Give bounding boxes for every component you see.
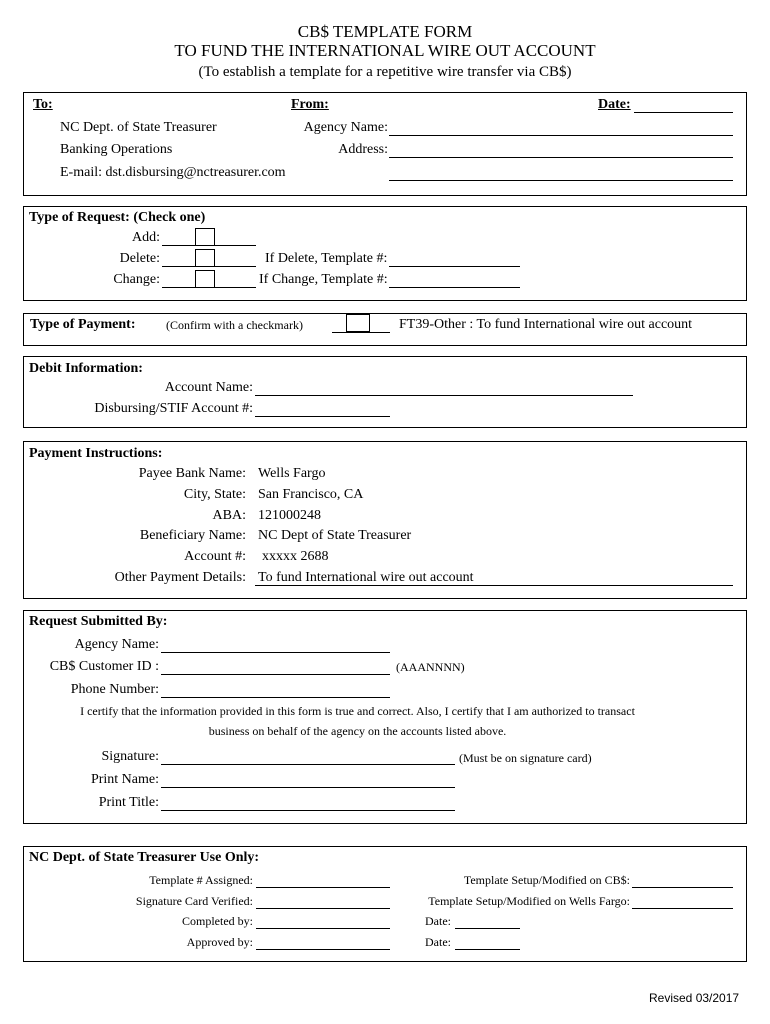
from-agency-name-label: Agency Name: — [303, 120, 388, 135]
payment-type-note: (Confirm with a checkmark) — [166, 318, 303, 332]
print-title-label: Print Title: — [98, 795, 159, 810]
stif-account-field[interactable] — [255, 416, 390, 417]
date-label: Date: — [598, 97, 631, 112]
city-state-value: San Francisco, CA — [258, 487, 364, 502]
from-address-label: Address: — [338, 142, 388, 157]
aba-label: ABA: — [212, 508, 246, 523]
from-address-field-1[interactable] — [389, 157, 733, 158]
revised-date: Revised 03/2017 — [649, 991, 740, 1005]
signature-card-label: Signature Card Verified: — [135, 894, 253, 908]
aba-value: 121000248 — [258, 508, 321, 523]
if-delete-label: If Delete, Template #: — [265, 251, 388, 266]
setup-wf-label: Template Setup/Modified on Wells Fargo: — [428, 894, 630, 908]
setup-cbs-label: Template Setup/Modified on CB$: — [463, 873, 630, 887]
account-name-label: Account Name: — [164, 380, 253, 395]
signature-note: (Must be on signature card) — [459, 751, 592, 765]
request-type-heading: Type of Request: (Check one) — [29, 210, 206, 225]
customer-id-hint: (AAANNNN) — [396, 660, 465, 674]
other-details-label: Other Payment Details: — [114, 570, 246, 585]
add-label: Add: — [132, 230, 160, 245]
to-label: To: — [33, 97, 53, 112]
approved-by-field[interactable] — [256, 949, 390, 950]
from-label: From: — [291, 97, 329, 112]
certify-line-1: I certify that the information provided in this form is true and correct. Also, I certify that I am authorized to transact — [80, 704, 635, 718]
signature-card-field[interactable] — [256, 908, 390, 909]
form-title-2: TO FUND THE INTERNATIONAL WIRE OUT ACCOUNT — [174, 41, 596, 60]
account-name-field[interactable] — [255, 395, 633, 396]
certify-line-2: business on behalf of the agency on the accounts listed above. — [208, 724, 507, 738]
other-details-line — [255, 585, 733, 586]
other-details-value: To fund International wire out account — [258, 570, 474, 585]
customer-id-label: CB$ Customer ID : — [49, 659, 159, 674]
change-checkbox[interactable] — [195, 270, 215, 288]
from-address-field-2[interactable] — [389, 180, 733, 181]
to-line-1: NC Dept. of State Treasurer — [60, 120, 217, 135]
signature-label: Signature: — [101, 749, 159, 764]
print-name-field[interactable] — [161, 787, 455, 788]
submitter-agency-field[interactable] — [161, 652, 390, 653]
form-subtitle: (To establish a template for a repetitive wire transfer via CB$) — [198, 64, 572, 80]
change-label: Change: — [113, 272, 160, 287]
payment-type-checkbox[interactable] — [346, 314, 370, 332]
add-checkbox[interactable] — [195, 228, 215, 246]
beneficiary-value: NC Dept of State Treasurer — [258, 528, 412, 543]
account-number-label: Account #: — [184, 549, 246, 564]
if-change-label: If Change, Template #: — [259, 272, 388, 287]
debit-heading: Debit Information: — [29, 361, 143, 376]
template-assigned-field[interactable] — [256, 887, 390, 888]
from-agency-name-field[interactable] — [389, 135, 733, 136]
date-2-label: Date: — [425, 935, 451, 949]
date-1-field[interactable] — [455, 928, 520, 929]
delete-checkbox[interactable] — [195, 249, 215, 267]
to-line-2: Banking Operations — [60, 142, 173, 157]
to-line-3: E-mail: dst.disbursing@nctreasurer.com — [60, 165, 286, 180]
payee-bank-label: Payee Bank Name: — [138, 466, 246, 481]
account-number-value: xxxxx 2688 — [262, 549, 329, 564]
submitted-by-heading: Request Submitted By: — [29, 614, 168, 629]
form-title: CB$ TEMPLATE FORM — [297, 22, 473, 41]
template-assigned-label: Template # Assigned: — [149, 873, 253, 887]
change-template-field[interactable] — [389, 287, 520, 288]
delete-template-field[interactable] — [389, 266, 520, 267]
phone-field[interactable] — [161, 697, 390, 698]
city-state-label: City, State: — [183, 487, 246, 502]
payment-instructions-heading: Payment Instructions: — [29, 446, 163, 461]
date-1-label: Date: — [425, 914, 451, 928]
signature-field[interactable] — [161, 764, 455, 765]
date-2-field[interactable] — [455, 949, 520, 950]
payment-type-line — [332, 332, 390, 333]
approved-by-label: Approved by: — [186, 935, 253, 949]
phone-label: Phone Number: — [70, 682, 159, 697]
stif-account-label: Disbursing/STIF Account #: — [94, 401, 253, 416]
print-name-label: Print Name: — [90, 772, 159, 787]
date-field[interactable] — [634, 112, 733, 113]
submitter-agency-label: Agency Name: — [74, 637, 159, 652]
setup-cbs-field[interactable] — [632, 887, 733, 888]
beneficiary-label: Beneficiary Name: — [139, 528, 246, 543]
completed-by-field[interactable] — [256, 928, 390, 929]
office-use-heading: NC Dept. of State Treasurer Use Only: — [29, 850, 260, 865]
payment-type-option: FT39-Other : To fund International wire out account — [399, 317, 693, 332]
completed-by-label: Completed by: — [182, 914, 253, 928]
delete-label: Delete: — [119, 251, 160, 266]
payment-type-heading: Type of Payment: — [30, 317, 136, 332]
payee-bank-value: Wells Fargo — [258, 466, 326, 481]
print-title-field[interactable] — [161, 810, 455, 811]
customer-id-field[interactable] — [161, 674, 390, 675]
setup-wf-field[interactable] — [632, 908, 733, 909]
